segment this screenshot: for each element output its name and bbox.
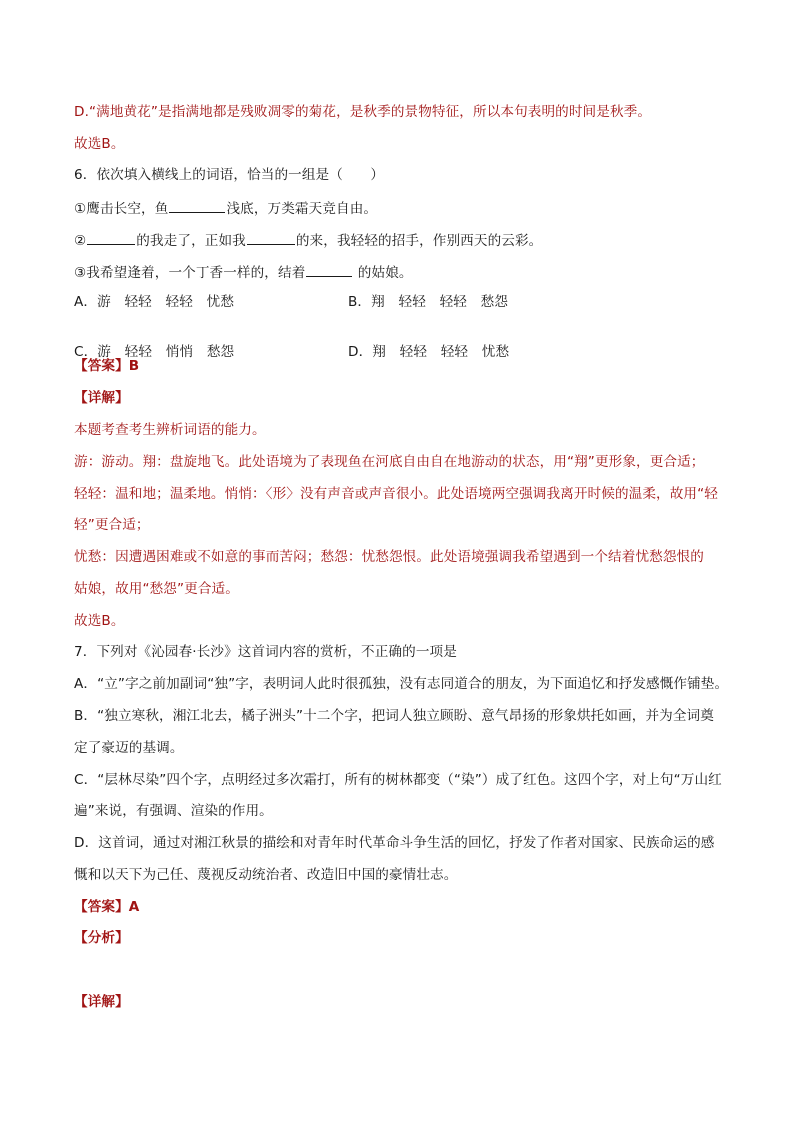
- q7-option-c-line-1: C．“层林尽染”四个字，点明经过多次霜打，所有的树林都变（“染”）成了红色。这四个字，对上句“万山红: [74, 772, 722, 788]
- q6-explanation-line-1: 本题考查考生辨析词语的能力。: [74, 422, 266, 438]
- q6-stem: 6．依次填入横线上的词语，恰当的一组是（ ）: [74, 167, 385, 183]
- fill-blank-2: [87, 230, 135, 245]
- q6-s3-part-a: ③我希望逢着，一个丁香一样的，结着: [74, 265, 306, 281]
- q6-option-c: C．游 轻轻 悄悄 愁怨: [74, 344, 235, 360]
- q6-s3-part-b: 的姑娘。: [353, 265, 413, 281]
- q6-s2-part-a: ②: [74, 233, 87, 249]
- fill-blank-4: [306, 262, 352, 277]
- q6-s2-part-c: 的来，我轻轻的招手，作别西天的云彩。: [295, 233, 543, 249]
- q6-option-d: D．翔 轻轻 轻轻 忧愁: [348, 344, 510, 360]
- q7-option-b-line-2: 定了豪迈的基调。: [74, 740, 184, 756]
- q6-explanation-line-5: 忧愁：因遭遇困难或不如意的事而苦闷；愁怨：忧愁怨恨。此处语境强调我希望遇到一个结着忧愁怨恨的: [74, 549, 704, 565]
- q7-option-d-line-2: 慨和以天下为己任、蔑视反动统治者、改造旧中国的豪情壮志。: [74, 867, 458, 883]
- q7-option-b-line-1: B．“独立寒秋，湘江北去，橘子洲头”十二个字，把词人独立顾盼、意气昂扬的形象烘托如画，并为全词奠: [74, 708, 714, 724]
- q6-s1-part-b: 浅底，万类霜天竞自由。: [226, 201, 378, 217]
- q5-conclusion: 故选B。: [74, 136, 125, 152]
- q6-answer: 【答案】B: [74, 358, 140, 374]
- q7-analysis-heading: 【分析】: [74, 930, 129, 946]
- q7-stem: 7．下列对《沁园春·长沙》这首词内容的赏析，不正确的一项是: [74, 644, 457, 660]
- q6-option-b: B．翔 轻轻 轻轻 愁怨: [348, 294, 509, 310]
- fill-blank-1: [169, 198, 225, 213]
- q7-option-a: A．“立”字之前加副词“独”字，表明词人此时很孤独，没有志同道合的朋友，为下面追忆和抒发感慨作铺垫。: [74, 676, 729, 692]
- q6-explanation-line-4: 轻”更合适；: [74, 517, 150, 533]
- q6-options-row-1: [74, 293, 794, 311]
- q7-detail-heading: 【详解】: [74, 994, 129, 1010]
- q6-explanation-line-3: 轻轻：温和地；温柔地。悄悄：〈形〉没有声音或声音很小。此处语境两空强调我离开时候的温柔，故用“轻: [74, 486, 718, 502]
- q6-s2-part-b: 的我走了，正如我: [136, 233, 246, 249]
- q6-conclusion: 故选B。: [74, 613, 125, 629]
- q6-explanation-line-6: 姑娘，故用“愁怨”更合适。: [74, 581, 239, 597]
- q7-option-d-line-1: D．这首词，通过对湘江秋景的描绘和对青年时代革命斗争生活的回忆，抒发了作者对国家、民族命运的感: [74, 835, 715, 851]
- q6-sentence-2: [74, 230, 724, 250]
- q6-sentence-1: [74, 198, 724, 218]
- q5-option-d-explanation: D.“满地黄花”是指满地都是残败凋零的菊花，是秋季的景物特征，所以本句表明的时间是秋季。: [74, 104, 652, 120]
- q6-sentence-3: [74, 262, 724, 282]
- q6-option-a: A．游 轻轻 轻轻 忧愁: [74, 294, 235, 310]
- q7-answer: 【答案】A: [74, 899, 140, 915]
- q6-s1-part-a: ①鹰击长空，鱼: [74, 201, 169, 217]
- q6-detail-heading: 【详解】: [74, 390, 129, 406]
- fill-blank-3: [247, 230, 295, 245]
- q6-explanation-line-2: 游：游动。翔：盘旋地飞。此处语境为了表现鱼在河底自由自在地游动的状态，用“翔”更形象，更合适；: [74, 454, 705, 470]
- q7-option-c-line-2: 遍”来说，有强调、渲染的作用。: [74, 803, 273, 819]
